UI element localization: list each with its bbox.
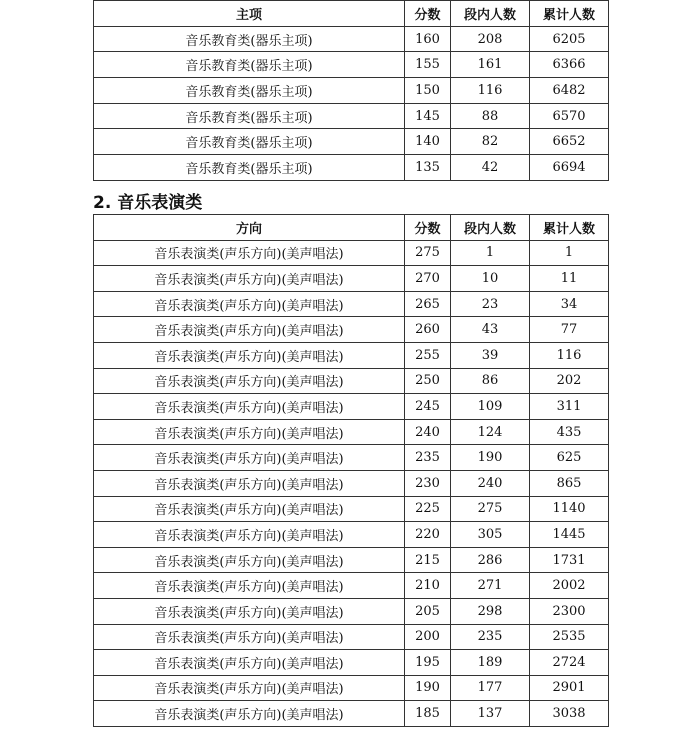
header-cumulative-count: 累计人数 <box>530 1 609 27</box>
cell-category: 音乐表演类(声乐方向)(美声唱法) <box>94 291 405 317</box>
table-row <box>94 342 609 368</box>
cell-score: 205 <box>405 598 451 624</box>
cell-cumulative-count: 6366 <box>530 52 609 78</box>
cell-cumulative-count: 2724 <box>530 650 609 676</box>
table-row <box>94 445 609 471</box>
cell-score: 210 <box>405 573 451 599</box>
cell-segment-count: 42 <box>451 155 530 181</box>
table-header-row <box>94 215 609 241</box>
cell-score: 145 <box>405 103 451 129</box>
table-row <box>94 650 609 676</box>
cell-category: 音乐表演类(声乐方向)(美声唱法) <box>94 394 405 420</box>
cell-cumulative-count: 625 <box>530 445 609 471</box>
table-row <box>94 598 609 624</box>
cell-segment-count: 208 <box>451 26 530 52</box>
header-cumulative-count: 累计人数 <box>530 215 609 241</box>
cell-category: 音乐表演类(声乐方向)(美声唱法) <box>94 266 405 292</box>
table-body <box>94 26 609 180</box>
cell-category: 音乐表演类(声乐方向)(美声唱法) <box>94 342 405 368</box>
cell-category: 音乐表演类(声乐方向)(美声唱法) <box>94 547 405 573</box>
table-row <box>94 624 609 650</box>
table-row <box>94 291 609 317</box>
table-row <box>94 522 609 548</box>
cell-cumulative-count: 11 <box>530 266 609 292</box>
table-body <box>94 240 609 726</box>
cell-cumulative-count: 1140 <box>530 496 609 522</box>
header-direction: 方向 <box>94 215 405 241</box>
table-row <box>94 419 609 445</box>
cell-score: 140 <box>405 129 451 155</box>
cell-cumulative-count: 3038 <box>530 701 609 727</box>
cell-cumulative-count: 6482 <box>530 78 609 104</box>
cell-category: 音乐表演类(声乐方向)(美声唱法) <box>94 445 405 471</box>
cell-segment-count: 298 <box>451 598 530 624</box>
cell-segment-count: 124 <box>451 419 530 445</box>
cell-category: 音乐教育类(器乐主项) <box>94 26 405 52</box>
cell-segment-count: 109 <box>451 394 530 420</box>
table-row <box>94 701 609 727</box>
table-row <box>94 470 609 496</box>
cell-segment-count: 39 <box>451 342 530 368</box>
cell-segment-count: 305 <box>451 522 530 548</box>
cell-category: 音乐表演类(声乐方向)(美声唱法) <box>94 240 405 266</box>
table-row <box>94 266 609 292</box>
cell-cumulative-count: 116 <box>530 342 609 368</box>
cell-category: 音乐教育类(器乐主项) <box>94 103 405 129</box>
cell-segment-count: 177 <box>451 675 530 701</box>
cell-category: 音乐教育类(器乐主项) <box>94 52 405 78</box>
table-row <box>94 573 609 599</box>
cell-score: 260 <box>405 317 451 343</box>
cell-category: 音乐教育类(器乐主项) <box>94 155 405 181</box>
cell-score: 150 <box>405 78 451 104</box>
cell-category: 音乐表演类(声乐方向)(美声唱法) <box>94 573 405 599</box>
table-row <box>94 78 609 104</box>
cell-cumulative-count: 435 <box>530 419 609 445</box>
cell-category: 音乐表演类(声乐方向)(美声唱法) <box>94 701 405 727</box>
cell-cumulative-count: 865 <box>530 470 609 496</box>
cell-category: 音乐教育类(器乐主项) <box>94 78 405 104</box>
cell-score: 230 <box>405 470 451 496</box>
cell-segment-count: 286 <box>451 547 530 573</box>
cell-cumulative-count: 6570 <box>530 103 609 129</box>
cell-cumulative-count: 6205 <box>530 26 609 52</box>
cell-segment-count: 82 <box>451 129 530 155</box>
cell-score: 215 <box>405 547 451 573</box>
table-row <box>94 394 609 420</box>
header-score: 分数 <box>405 215 451 241</box>
table-row <box>94 675 609 701</box>
table-row <box>94 52 609 78</box>
cell-score: 235 <box>405 445 451 471</box>
header-segment-count: 段内人数 <box>451 1 530 27</box>
cell-cumulative-count: 2535 <box>530 624 609 650</box>
cell-segment-count: 161 <box>451 52 530 78</box>
cell-category: 音乐表演类(声乐方向)(美声唱法) <box>94 317 405 343</box>
header-major: 主项 <box>94 1 405 27</box>
cell-segment-count: 275 <box>451 496 530 522</box>
cell-segment-count: 43 <box>451 317 530 343</box>
cell-segment-count: 88 <box>451 103 530 129</box>
cell-segment-count: 271 <box>451 573 530 599</box>
cell-score: 190 <box>405 675 451 701</box>
cell-cumulative-count: 1 <box>530 240 609 266</box>
header-score: 分数 <box>405 1 451 27</box>
table-row <box>94 103 609 129</box>
table-row <box>94 368 609 394</box>
cell-category: 音乐表演类(声乐方向)(美声唱法) <box>94 419 405 445</box>
cell-score: 245 <box>405 394 451 420</box>
cell-score: 270 <box>405 266 451 292</box>
cell-cumulative-count: 2901 <box>530 675 609 701</box>
cell-cumulative-count: 34 <box>530 291 609 317</box>
cell-segment-count: 190 <box>451 445 530 471</box>
cell-score: 255 <box>405 342 451 368</box>
table-music-education <box>93 0 609 181</box>
cell-score: 135 <box>405 155 451 181</box>
cell-segment-count: 86 <box>451 368 530 394</box>
cell-cumulative-count: 6694 <box>530 155 609 181</box>
cell-cumulative-count: 1731 <box>530 547 609 573</box>
section-title: 2. 音乐表演类 <box>93 193 203 213</box>
table-header-row <box>94 1 609 27</box>
cell-category: 音乐表演类(声乐方向)(美声唱法) <box>94 522 405 548</box>
cell-segment-count: 235 <box>451 624 530 650</box>
cell-score: 225 <box>405 496 451 522</box>
cell-cumulative-count: 1445 <box>530 522 609 548</box>
cell-segment-count: 1 <box>451 240 530 266</box>
cell-category: 音乐表演类(声乐方向)(美声唱法) <box>94 496 405 522</box>
cell-score: 265 <box>405 291 451 317</box>
cell-score: 160 <box>405 26 451 52</box>
cell-score: 185 <box>405 701 451 727</box>
cell-category: 音乐教育类(器乐主项) <box>94 129 405 155</box>
table-row <box>94 155 609 181</box>
cell-category: 音乐表演类(声乐方向)(美声唱法) <box>94 368 405 394</box>
cell-score: 200 <box>405 624 451 650</box>
cell-score: 250 <box>405 368 451 394</box>
table-music-performance <box>93 214 609 727</box>
cell-segment-count: 240 <box>451 470 530 496</box>
cell-segment-count: 137 <box>451 701 530 727</box>
cell-segment-count: 116 <box>451 78 530 104</box>
table-row <box>94 240 609 266</box>
cell-category: 音乐表演类(声乐方向)(美声唱法) <box>94 650 405 676</box>
cell-score: 195 <box>405 650 451 676</box>
table-row <box>94 26 609 52</box>
cell-score: 275 <box>405 240 451 266</box>
cell-cumulative-count: 2300 <box>530 598 609 624</box>
cell-score: 155 <box>405 52 451 78</box>
cell-category: 音乐表演类(声乐方向)(美声唱法) <box>94 598 405 624</box>
cell-score: 220 <box>405 522 451 548</box>
cell-cumulative-count: 311 <box>530 394 609 420</box>
cell-cumulative-count: 77 <box>530 317 609 343</box>
cell-cumulative-count: 202 <box>530 368 609 394</box>
cell-segment-count: 23 <box>451 291 530 317</box>
cell-segment-count: 189 <box>451 650 530 676</box>
cell-cumulative-count: 2002 <box>530 573 609 599</box>
cell-category: 音乐表演类(声乐方向)(美声唱法) <box>94 675 405 701</box>
cell-score: 240 <box>405 419 451 445</box>
table-row <box>94 496 609 522</box>
header-segment-count: 段内人数 <box>451 215 530 241</box>
cell-segment-count: 10 <box>451 266 530 292</box>
table-row <box>94 129 609 155</box>
cell-category: 音乐表演类(声乐方向)(美声唱法) <box>94 624 405 650</box>
cell-cumulative-count: 6652 <box>530 129 609 155</box>
cell-category: 音乐表演类(声乐方向)(美声唱法) <box>94 470 405 496</box>
table-row <box>94 547 609 573</box>
table-row <box>94 317 609 343</box>
